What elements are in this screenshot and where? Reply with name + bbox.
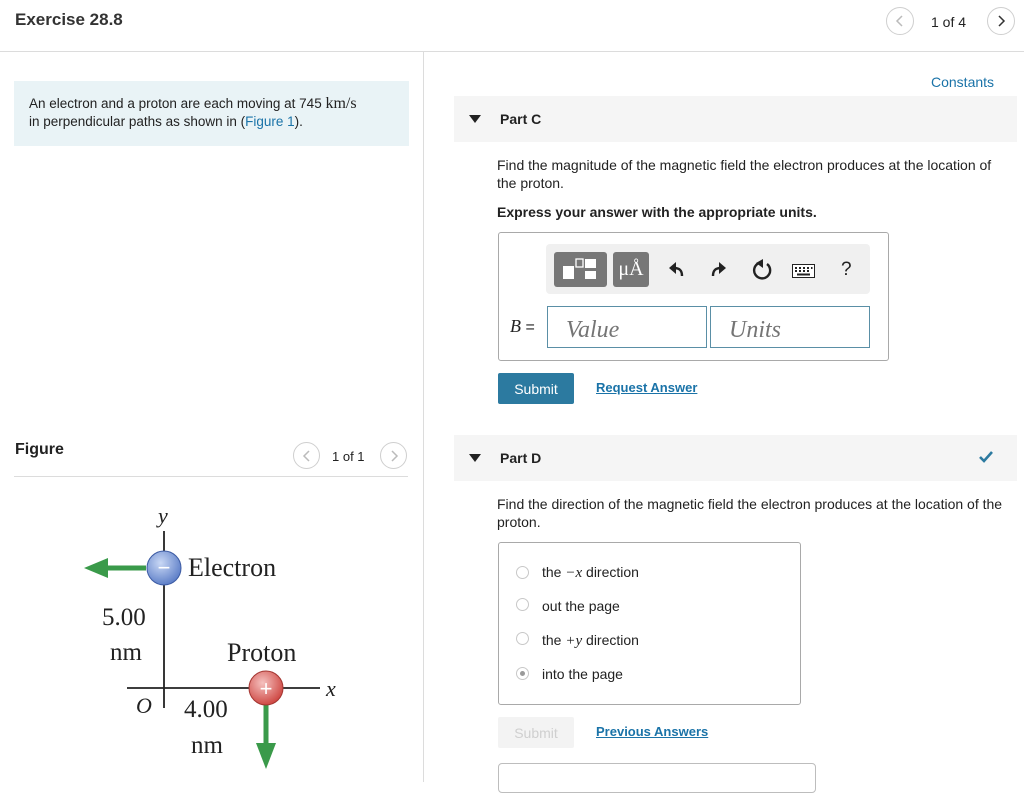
origin-label: O	[136, 693, 152, 718]
help-button[interactable]: ?	[841, 259, 852, 280]
keyboard-icon[interactable]	[792, 264, 815, 278]
distance-x-value: 4.00	[184, 696, 228, 723]
figure-diagram	[80, 495, 360, 780]
templates-icon	[554, 252, 607, 287]
submit-button[interactable]: Submit	[498, 373, 574, 404]
units-input[interactable]	[710, 306, 870, 348]
radio-into-page[interactable]	[516, 667, 529, 680]
exercise-pager: 1 of 4	[931, 14, 967, 30]
prev-figure-button[interactable]	[293, 442, 320, 469]
choice-math: −x	[565, 565, 583, 581]
collapse-triangle-icon	[469, 115, 481, 123]
part-c-question: Find the magnitude of the magnetic field the electron produces at the location of the proton.	[497, 157, 992, 191]
choice-neg-x-label[interactable]	[542, 564, 639, 582]
part-d-question: Find the direction of the magnetic field the electron produces at the location of the proton.	[497, 496, 1003, 530]
part-d-title: Part D	[500, 450, 542, 466]
part-c-title: Part C	[500, 111, 542, 127]
electron-label: Electron	[188, 553, 277, 582]
chevron-left-icon	[302, 450, 312, 462]
equals-sign: =	[525, 319, 535, 336]
figure-pager: 1 of 1	[332, 449, 365, 464]
y-axis-label: y	[158, 503, 168, 528]
variable-symbol: B	[510, 316, 521, 336]
undo-icon[interactable]	[667, 260, 687, 280]
distance-x-unit: nm	[191, 732, 223, 759]
x-axis-label: x	[326, 676, 336, 701]
radio-out-page[interactable]	[516, 598, 529, 611]
distance-y-unit: nm	[110, 639, 142, 666]
choice-pre: the	[542, 632, 566, 648]
proton-velocity-arrowhead	[256, 743, 276, 769]
intro-unit: km/s	[325, 95, 357, 112]
constants-link[interactable]: Constants	[931, 74, 995, 90]
choice-math: +y	[565, 633, 583, 649]
value-input[interactable]	[547, 306, 707, 348]
request-answer-link[interactable]: Request Answer	[596, 380, 698, 395]
variable-label	[510, 316, 535, 337]
next-part-card	[498, 763, 816, 793]
templates-button[interactable]	[554, 252, 607, 287]
part-d-header[interactable]	[454, 435, 1017, 481]
intro-text-3: ).	[294, 114, 303, 129]
proton-label: Proton	[227, 638, 297, 667]
figure-link[interactable]: Figure 1	[245, 114, 295, 129]
chevron-right-icon	[996, 15, 1006, 27]
choice-out-page-label[interactable]	[542, 598, 620, 614]
top-bar	[0, 0, 1024, 52]
choice-post: direction	[582, 632, 639, 648]
choice-pos-y-label[interactable]	[542, 632, 639, 650]
redo-icon[interactable]	[708, 260, 728, 280]
direction-choices	[498, 542, 801, 705]
page-title: Exercise 28.8	[15, 10, 123, 29]
choice-post: direction	[582, 564, 639, 580]
radio-neg-x[interactable]	[516, 566, 529, 579]
electron-velocity-arrowhead	[84, 558, 108, 578]
next-figure-button[interactable]	[380, 442, 407, 469]
part-c-header[interactable]	[454, 96, 1017, 142]
collapse-triangle-icon	[469, 454, 481, 462]
part-d-submit-button[interactable]: Submit	[498, 717, 574, 748]
previous-answers-link[interactable]: Previous Answers	[596, 724, 709, 739]
prev-exercise-button[interactable]	[886, 7, 914, 35]
electron-sign: −	[157, 555, 171, 580]
part-c-instruction: Express your answer with the appropriate units.	[497, 204, 817, 220]
panel-divider	[423, 51, 424, 782]
next-exercise-button[interactable]	[987, 7, 1015, 35]
proton-sign: +	[259, 676, 273, 701]
intro-text-1: An electron and a proton are each moving at 745	[29, 96, 322, 111]
figure-heading: Figure	[15, 441, 64, 458]
distance-y-value: 5.00	[102, 604, 146, 631]
choice-pre: out the page	[542, 598, 620, 614]
reset-icon[interactable]	[751, 259, 773, 281]
figure-rule	[14, 476, 408, 477]
chevron-right-icon	[389, 450, 399, 462]
choice-pre: into the page	[542, 666, 623, 682]
units-button[interactable]: μÅ	[613, 252, 649, 287]
intro-text-2: in perpendicular paths as shown in (	[29, 114, 246, 129]
chevron-left-icon	[895, 15, 905, 27]
check-icon	[978, 450, 994, 464]
choice-pre: the	[542, 564, 566, 580]
choice-into-page-label[interactable]	[542, 666, 623, 682]
problem-intro	[14, 81, 409, 146]
radio-pos-y[interactable]	[516, 632, 529, 645]
